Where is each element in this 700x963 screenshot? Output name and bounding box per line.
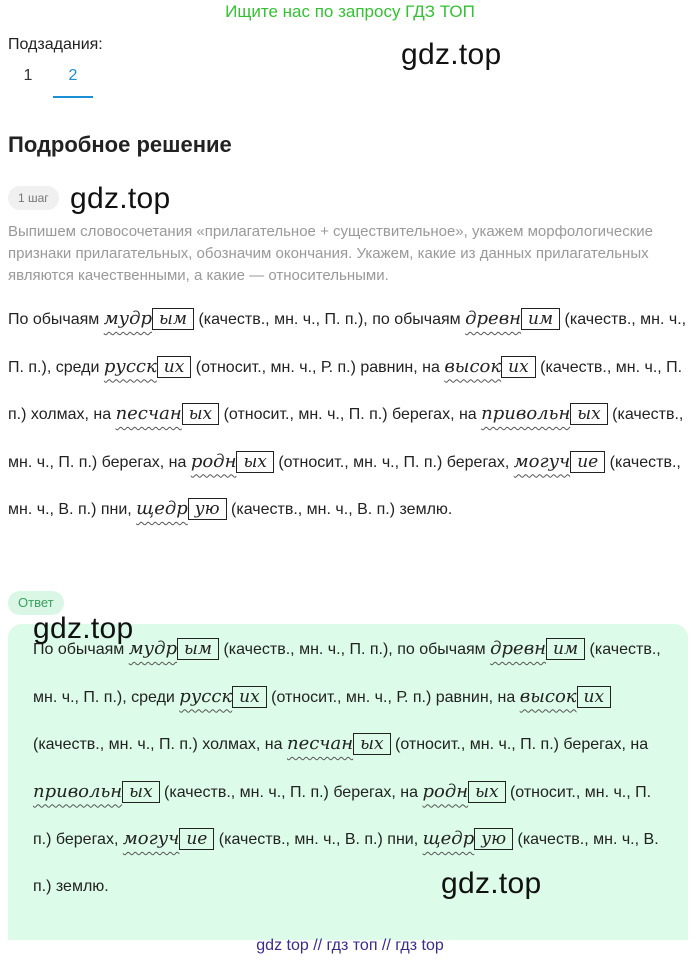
word-ending: ым [177, 638, 219, 660]
word-root: привольн [481, 403, 571, 424]
word-ending: ие [179, 828, 214, 850]
word-ending: ых [236, 451, 273, 473]
word-root: могуч [513, 450, 571, 472]
word-ending: их [157, 356, 192, 378]
step-intro: Выпишем словосочетания «прилагательное + существительное», укажем морфологические признаки прилагательных, обозначим окончания. Укажем, какие из данных прилагательных являются качественными, а какие — относительными. [8, 223, 653, 284]
word-root: песчан [115, 403, 182, 424]
word-ending: ых [468, 781, 505, 803]
watermark: gdz.top [441, 867, 542, 900]
subtask-tabs [8, 64, 208, 98]
subtasks-label: Подзадания: [8, 36, 103, 53]
word-root: могуч [122, 828, 180, 849]
word-root: мудр [128, 638, 178, 659]
solution-text: По обычаям мудр ым (качеств., мн. ч., П. п.), по обычаям древн им (качеств., мн. ч., П. п.), среди русск их (относит., мн. ч., Р. п.) равнин, на высок их (качеств., мн. ч., П. п.) холмах, на песчан ых (относит., мн. ч., П. п.) берегах, на привольн ых (качеств., мн. ч., П. п.) берегах, на родн ых (относит., мн. ч., П. п.) берегах, могуч ие (качеств., мн. ч., В. п.) пни, щедр ую (качеств., мн. ч., В. п.) землю. [8, 308, 687, 519]
word-root: русск [179, 685, 233, 707]
watermark: gdz.top [33, 612, 134, 645]
word-root: русск [103, 355, 157, 377]
word-ending: ую [474, 828, 513, 850]
top-banner: Ищите нас по запросу ГДЗ ТОП [225, 2, 475, 21]
word-ending: ых [570, 403, 607, 425]
word-root: родн [422, 780, 469, 802]
word-ending: ым [152, 308, 194, 330]
tab-subtask-1[interactable]: 1 [23, 67, 33, 84]
word-root: щедр [422, 828, 475, 849]
word-root: родн [190, 450, 237, 472]
footer-links: gdz top // гдз топ // гдз top [256, 937, 444, 954]
step-badge: 1 шаг [8, 186, 59, 210]
word-ending: им [546, 638, 585, 660]
tab-subtask-2[interactable]: 2 [53, 64, 93, 98]
word-ending: ых [122, 781, 159, 803]
word-root: высок [444, 355, 502, 377]
page-title: Подробное решение [8, 132, 232, 157]
watermark: gdz.top [70, 182, 171, 215]
answer-box [8, 624, 688, 940]
word-root: щедр [136, 498, 188, 519]
word-ending: ых [353, 733, 390, 755]
word-ending: их [501, 356, 536, 378]
word-root: древн [465, 308, 522, 329]
word-root: песчан [286, 733, 354, 754]
word-root: привольн [33, 780, 123, 802]
word-root: высок [519, 685, 577, 707]
watermark: gdz.top [401, 38, 502, 71]
word-root: древн [490, 638, 547, 659]
answer-badge: Ответ [8, 591, 64, 615]
word-ending: их [232, 686, 267, 708]
word-ending: ую [188, 498, 227, 520]
word-ending: ых [182, 403, 219, 425]
word-ending: им [521, 308, 560, 330]
word-ending: ие [570, 451, 605, 473]
answer-text: По обычаям мудр ым (качеств., мн. ч., П. п.), по обычаям древн им (качеств., мн. ч., П. п.), среди русск их (относит., мн. ч., Р. п.) равнин, на высок их (качеств., мн. ч., П. п.) холмах, на песчан ых (относит., мн. ч., П. п.) берегах, на привольн ых (качеств., мн. ч., П. п.) берегах, на родн ых (относит., мн. ч., П. п.) берегах, могуч ие (качеств., мн. ч., В. п.) пни, щедр ую (качеств., мн. ч., В. п.) землю. [33, 638, 661, 895]
word-root: мудр [103, 308, 153, 329]
word-ending: их [577, 686, 612, 708]
